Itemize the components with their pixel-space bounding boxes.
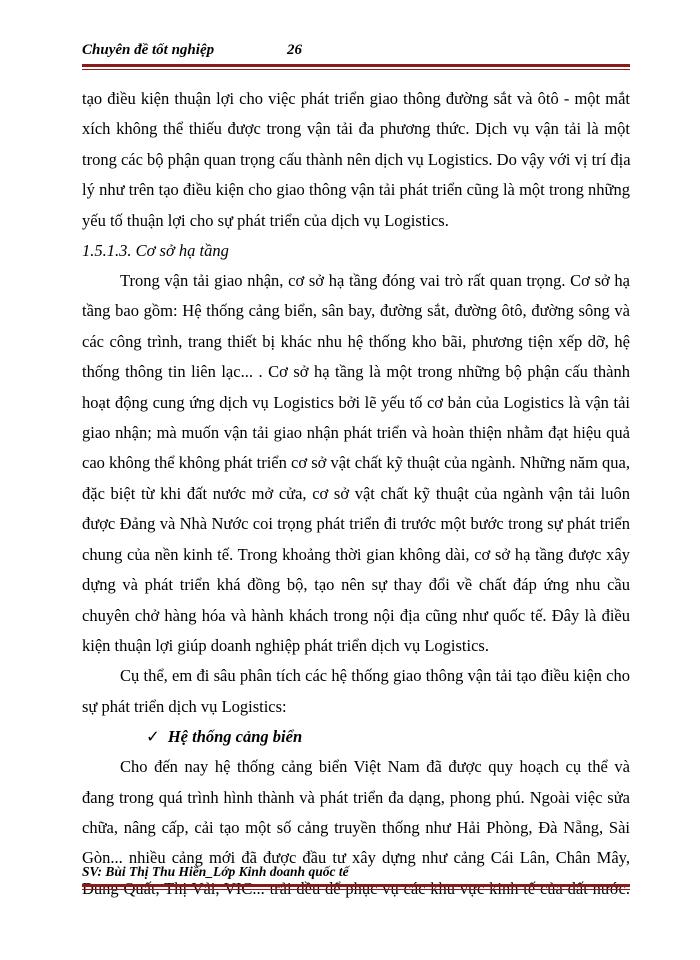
text-line: thống thông tin liên lạc... . Cơ sở hạ tầng là một trong những bộ phận cấu thành — [82, 362, 630, 382]
text-line: Gòn... nhiều cảng mới đã được đầu tư xây dựng như cảng Cái Lân, Chân Mây, — [82, 848, 630, 868]
section-heading: 1.5.1.3. Cơ sở hạ tầng — [82, 241, 229, 261]
paragraph-infrastructure — [82, 266, 630, 661]
bullet-heading — [82, 722, 630, 752]
text-line: lý như trên tạo điều kiện cho giao thông vận tải phát triển cũng là một trong những — [82, 180, 630, 200]
text-line: sự phát triển dịch vụ Logistics: — [82, 696, 287, 716]
text-line: giao nhận; mà muốn vận tải giao nhận phát triển và hoàn thiện nhằm đạt hiệu quả — [82, 423, 630, 443]
text-line: xích không thể thiếu được trong vận tải đa phương thức. Dịch vụ vận tải là một — [82, 119, 630, 139]
text-line: Trong vận tải giao nhận, cơ sở hạ tầng đóng vai trò rất quan trọng. Cơ sở hạ — [120, 271, 630, 291]
text-line: Cho đến nay hệ thống cảng biển Việt Nam đã được quy hoạch cụ thể và — [120, 757, 630, 777]
footer-text: SV: Bùi Thị Thu Hiền_Lớp Kinh doanh quốc tế — [82, 864, 349, 879]
text-line: chuyên chở hàng hóa và hành khách trong nội địa cũng như quốc tế. Đây là điều — [82, 605, 630, 625]
bullet-label: Hệ thống cảng biển — [167, 727, 303, 747]
text-line: đang trong quá trình hình thành và phát triển đa dạng, phong phú. Ngoài việc sửa — [82, 787, 630, 807]
footer-rule-thin — [82, 889, 630, 890]
header-rule-thick — [82, 64, 630, 67]
paragraph-specific — [82, 661, 630, 722]
text-line: trong các bộ phận quan trọng cấu thành nên dịch vụ Logistics. Do vậy với vị trí địa — [82, 149, 631, 169]
paragraph-seaports — [82, 752, 630, 904]
text-line: tạo điều kiện thuận lợi cho việc phát triển giao thông đường sắt và ôtô - một mắt — [82, 89, 630, 108]
text-line: yếu tố thuận lợi cho sự phát triển của dịch vụ Logistics. — [82, 210, 449, 230]
page-footer — [82, 863, 630, 881]
paragraph-intro — [82, 84, 630, 236]
text-line: hoạt động cung ứng dịch vụ Logistics bởi lẽ yếu tố cơ bản của Logistics là vận tải — [82, 392, 630, 412]
text-line: được Đảng và Nhà Nước coi trọng phát triển đi trước một bước trong sự phát triển — [82, 514, 630, 534]
text-line: cao không thể không phát triển cơ sở vật chất kỹ thuật của ngành. Những năm qua, — [82, 453, 630, 473]
footer-rule-thick — [82, 884, 630, 887]
text-line: kiện thuận lợi giúp doanh nghiệp phát triển dịch vụ Logistics. — [82, 635, 489, 655]
checkmark-icon: ✓ — [146, 727, 160, 747]
page-body — [82, 84, 630, 904]
text-line: các công trình, trang thiết bị khác nhu hệ thống kho bãi, phương tiện xếp dỡ, hệ — [82, 331, 630, 351]
text-line: tầng bao gồm: Hệ thống cảng biển, sân bay, đường sắt, đường ôtô, đường sông và — [82, 301, 630, 321]
text-line: chung của nền kinh tế. Trong khoảng thời gian không dài, cơ sở hạ tầng được xây — [82, 544, 630, 564]
text-line: Cụ thể, em đi sâu phân tích các hệ thống giao thông vận tải tạo điều kiện cho — [120, 666, 630, 686]
page-header — [82, 38, 630, 62]
page-number: 26 — [287, 42, 302, 58]
header-title: Chuyên đề tốt nghiệp — [82, 42, 215, 58]
text-line: đặc biệt từ khi đất nước mở cửa, cơ sở vật chất kỹ thuật của ngành vận tải luôn — [82, 483, 630, 503]
text-line: dựng và phát triển khá đồng bộ, tạo nên sự thay đổi về chất đáp ứng nhu cầu — [82, 575, 630, 595]
text-line: chữa, nâng cấp, cải tạo một số cảng truyền thống như Hải Phòng, Đà Nẵng, Sài — [82, 817, 630, 837]
header-rule-thin — [82, 69, 630, 70]
